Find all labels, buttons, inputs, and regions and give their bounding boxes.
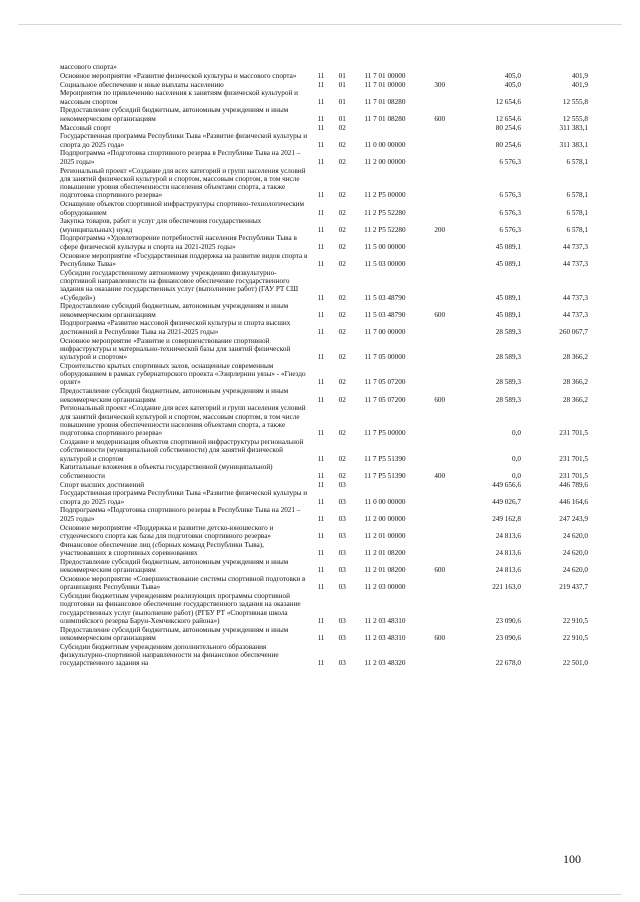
amount-year1-cell: 45 089,1 (495, 259, 521, 268)
subsection-code-cell: 03 (338, 514, 346, 523)
table-row (60, 541, 588, 558)
target-article-cell: 11 0 00 00000 (364, 140, 406, 149)
amount-year1-cell: 405,0 (504, 80, 521, 89)
amount-year2-cell: 44 737,3 (562, 242, 588, 251)
subsection-code-cell: 02 (338, 471, 346, 480)
row-name-cell: Подпрограмма «Подготовка спортивного резерва в Республике Тыва на 2021 – 2025 годы» (60, 149, 301, 166)
budget-table-body (60, 63, 588, 668)
target-article-cell: 11 5 03 00000 (364, 259, 406, 268)
target-article-cell: 11 2 01 08200 (364, 548, 406, 557)
section-code-cell: 11 (317, 531, 325, 540)
amount-year1-cell: 80 254,6 (495, 140, 521, 149)
target-article-cell: 11 7 01 00000 (364, 71, 406, 80)
subsection-code-cell: 02 (338, 395, 346, 404)
amount-year2-cell: 24 620,0 (562, 566, 588, 575)
row-name-cell: Государственная программа Республики Тыва «Развитие физической культуры и спорта до 2025 года» (60, 132, 308, 149)
table-row (60, 387, 588, 404)
section-code-cell: 11 (317, 208, 325, 217)
expense-type-cell (417, 481, 462, 490)
expense-type-cell (417, 362, 462, 387)
subsection-code-cell: 02 (338, 259, 346, 268)
target-article-cell: 11 2 03 00000 (364, 583, 406, 592)
section-code-cell: 11 (317, 310, 325, 319)
amount-year2-cell: 6 578,1 (566, 157, 588, 166)
amount-year1-cell: 12 654,6 (495, 97, 521, 106)
amount-year2-cell (521, 63, 588, 72)
amount-year1-cell: 6 576,3 (499, 208, 521, 217)
target-article-cell (352, 63, 417, 72)
budget-table (60, 63, 588, 668)
amount-year2-cell: 446 164,6 (559, 497, 588, 506)
amount-year2-cell: 231 701,5 (559, 454, 588, 463)
expense-type-cell (417, 337, 462, 362)
target-article-cell: 11 7 05 07200 (364, 378, 406, 387)
expense-type-cell (417, 63, 462, 72)
subsection-code-cell: 01 (338, 71, 346, 80)
amount-year1-cell: 23 090,6 (495, 633, 521, 642)
subsection-code-cell: 02 (338, 140, 346, 149)
row-name-cell: Подпрограмма «Удовлетворение потребностей населения Республики Тыва в сфере физической культуры и спорта на 2021-2025 годы» (60, 234, 297, 251)
subsection-code-cell: 02 (338, 242, 346, 251)
amount-year2-cell: 446 789,6 (559, 480, 588, 489)
amount-year1-cell: 28 589,3 (495, 395, 521, 404)
section-code-cell: 11 (317, 659, 325, 668)
section-code-cell: 11 (317, 140, 325, 149)
amount-year1-cell: 24 813,6 (495, 531, 521, 540)
section-code-cell: 11 (317, 293, 325, 302)
subsection-code-cell: 01 (338, 114, 346, 123)
amount-year1-cell: 22 678,0 (495, 659, 521, 668)
amount-year1-cell: 0,0 (511, 471, 521, 480)
subsection-code-cell: 03 (338, 480, 346, 489)
row-name-cell: Закупка товаров, работ и услуг для обеспечения государственных (муниципальных) нужд (60, 217, 262, 234)
row-name-cell: Капитальные вложения в объекты государственной (муниципальной) собственности (60, 463, 273, 480)
row-name-cell: Создание и модернизация объектов спортивной инфраструктуры региональной собственности (муниципальной собственности) для занятий физической культурой и спортом (60, 438, 304, 463)
target-article-cell: 11 2 01 00000 (364, 531, 406, 540)
target-article-cell: 11 7 05 07200 (364, 395, 406, 404)
subsection-code-cell: 02 (338, 378, 346, 387)
amount-year1-cell: 45 089,1 (495, 242, 521, 251)
table-row (60, 234, 588, 251)
expense-type-cell (417, 541, 462, 558)
amount-year1-cell: 23 090,6 (495, 616, 521, 625)
amount-year1-cell: 0,0 (511, 429, 521, 438)
target-article-cell: 11 7 01 08280 (364, 114, 406, 123)
table-row (60, 337, 588, 362)
scan-artifact-line (18, 24, 622, 25)
row-name-cell: Региональный проект «Создание для всех категорий и групп населения условий для занятий физической культурой и спортом, массовым спортом, в том числе повышение уровня обеспеченности населения объектами спорта, а также подготовка спортивного резерва» (60, 166, 306, 200)
row-name-cell: Социальное обеспечение и иные выплаты населению (60, 80, 224, 89)
row-name-cell: Государственная программа Республики Тыва «Развитие физической культуры и спорта до 2025 года» (60, 489, 308, 506)
amount-year2-cell: 44 737,3 (562, 259, 588, 268)
amount-year2-cell: 24 620,0 (562, 548, 588, 557)
amount-year2-cell: 231 701,5 (559, 471, 588, 480)
table-row (60, 269, 588, 303)
amount-year1-cell: 24 813,6 (495, 566, 521, 575)
amount-year2-cell: 311 383,1 (559, 123, 588, 132)
amount-year2-cell: 311 383,1 (559, 140, 588, 149)
subsection-code-cell: 03 (338, 633, 346, 642)
subsection-code-cell: 03 (338, 548, 346, 557)
amount-year2-cell: 12 555,8 (562, 97, 588, 106)
target-article-cell: 11 2 03 48320 (364, 659, 406, 668)
subsection-code-cell: 02 (338, 310, 346, 319)
amount-year1-cell: 449 026,7 (492, 497, 521, 506)
row-name-cell: Мероприятия по привлечению населения к занятиям физической культурой и массовым спортом (60, 89, 298, 106)
table-row (60, 302, 588, 319)
table-row (60, 167, 588, 201)
subsection-code-cell: 02 (338, 353, 346, 362)
section-code-cell: 11 (317, 616, 325, 625)
expense-type-cell (417, 269, 462, 303)
table-row (60, 124, 588, 133)
target-article-cell: 11 7 05 00000 (364, 353, 406, 362)
section-code-cell: 11 (317, 242, 325, 251)
amount-year2-cell: 219 437,7 (559, 583, 588, 592)
target-article-cell: 11 2 P5 00000 (364, 191, 406, 200)
expense-type-cell: 300 (434, 80, 446, 89)
target-article-cell (352, 481, 417, 490)
section-code-cell (310, 63, 332, 72)
target-article-cell: 11 0 00 00000 (364, 497, 406, 506)
subsection-code-cell: 02 (338, 327, 346, 336)
expense-type-cell: 600 (434, 395, 446, 404)
amount-year2-cell: 12 555,8 (562, 114, 588, 123)
section-code-cell: 11 (317, 566, 325, 575)
section-code-cell: 11 (317, 480, 325, 489)
amount-year1-cell: 6 576,3 (499, 225, 521, 234)
section-code-cell: 11 (317, 97, 325, 106)
target-article-cell: 11 7 P5 51390 (364, 454, 406, 463)
amount-year1-cell: 249 162,8 (492, 514, 521, 523)
row-name-cell: Предоставление субсидий бюджетным, автономным учреждениям и иным некоммерческим организациям (60, 106, 289, 123)
subsection-code-cell: 03 (338, 531, 346, 540)
expense-type-cell (417, 404, 462, 438)
subsection-code-cell: 02 (338, 123, 346, 132)
subsection-code-cell: 01 (338, 80, 346, 89)
section-code-cell: 11 (317, 123, 325, 132)
section-code-cell: 11 (317, 429, 325, 438)
section-code-cell: 11 (317, 395, 325, 404)
row-name-cell: Подпрограмма «Подготовка спортивного резерва в Республике Тыва на 2021 – 2025 годы» (60, 506, 301, 523)
table-row (60, 132, 588, 149)
expense-type-cell (417, 234, 462, 251)
section-code-cell: 11 (317, 259, 325, 268)
row-name-cell: Основное мероприятие «Развитие и совершенствование спортивной инфраструктуры и материально-технической базы для занятий физической культурой и спортом» (60, 336, 291, 362)
table-row (60, 481, 588, 490)
subsection-code-cell: 03 (338, 659, 346, 668)
expense-type-cell (417, 489, 462, 506)
row-name-cell: Субсидии бюджетным учреждениям реализующих программы спортивной подготовки на финансовое обеспечение государственного задания на оказание государственных услуг (выполнение работ) (РГБУ РТ «Спортивная школа олимпийского резерва Барун-Хемчикского района») (60, 591, 301, 625)
target-article-cell: 11 7 P5 00000 (364, 429, 406, 438)
table-row (60, 81, 588, 90)
amount-year2-cell: 6 578,1 (566, 191, 588, 200)
row-name-cell: Финансовое обеспечение лиц (сборных команд Республики Тыва), участвовавших в спортивных соревнованиях (60, 540, 264, 557)
expense-type-cell: 400 (434, 471, 446, 480)
row-name-cell: Подпрограмма «Развитие массовой физической культуры и спорта высших достижений в Республике Тыва на 2021-2025 годы» (60, 319, 291, 336)
table-row (60, 524, 588, 541)
target-article-cell: 11 2 03 48310 (364, 633, 406, 642)
table-row (60, 319, 588, 336)
expense-type-cell (417, 438, 462, 463)
expense-type-cell (417, 252, 462, 269)
subsection-code-cell (332, 63, 352, 72)
subsection-code-cell: 03 (338, 616, 346, 625)
amount-year2-cell: 28 366,2 (562, 395, 588, 404)
table-row (60, 217, 588, 234)
expense-type-cell (417, 506, 462, 523)
target-article-cell: 11 7 01 00000 (364, 80, 406, 89)
section-code-cell: 11 (317, 327, 325, 336)
table-row (60, 506, 588, 523)
target-article-cell: 11 7 P5 51390 (364, 471, 406, 480)
amount-year2-cell: 22 501,0 (562, 659, 588, 668)
amount-year1-cell: 12 654,6 (495, 114, 521, 123)
row-name-cell: Предоставление субсидий бюджетным, автономным учреждениям и иным некоммерческим организациям (60, 625, 289, 642)
section-code-cell: 11 (317, 71, 325, 80)
row-name-cell: Оснащение объектов спортивной инфраструктуры спортивно-технологическим оборудованием (60, 200, 305, 217)
row-name-cell: Спорт высших достижений (60, 480, 145, 489)
table-row (60, 558, 588, 575)
table-row (60, 63, 588, 72)
amount-year2-cell: 24 620,0 (562, 531, 588, 540)
section-code-cell: 11 (317, 583, 325, 592)
subsection-code-cell: 03 (338, 583, 346, 592)
amount-year1-cell: 45 089,1 (495, 310, 521, 319)
section-code-cell: 11 (317, 80, 325, 89)
target-article-cell: 11 2 P5 52280 (364, 225, 406, 234)
amount-year1-cell: 449 656,6 (492, 480, 521, 489)
amount-year2-cell: 28 366,2 (562, 353, 588, 362)
expense-type-cell (417, 132, 462, 149)
table-row (60, 489, 588, 506)
section-code-cell: 11 (317, 191, 325, 200)
row-name-cell: Основное мероприятие «Развитие физической культуры и массового спорта» (60, 71, 297, 80)
subsection-code-cell: 02 (338, 191, 346, 200)
target-article-cell: 11 2 01 08200 (364, 566, 406, 575)
target-article-cell: 11 5 03 48790 (364, 293, 406, 302)
amount-year1-cell: 28 589,3 (495, 353, 521, 362)
subsection-code-cell: 01 (338, 97, 346, 106)
row-name-cell: Основное мероприятие «Совершенствование системы спортивной подготовки в организациях Республики Тыва» (60, 574, 306, 592)
row-name-cell: Предоставление субсидий бюджетным, автономным учреждениям и иным некоммерческим организациям (60, 302, 289, 319)
expense-type-cell: 200 (434, 225, 446, 234)
table-row (60, 438, 588, 463)
subsection-code-cell: 02 (338, 429, 346, 438)
scan-artifact-line (18, 894, 622, 895)
section-code-cell: 11 (317, 514, 325, 523)
amount-year1-cell: 80 254,6 (495, 123, 521, 132)
amount-year1-cell: 221 163,0 (492, 583, 521, 592)
table-row (60, 463, 588, 480)
row-name-cell: Основное мероприятие «Государственная поддержка на развитие видов спорта в Республике Тыва» (60, 251, 308, 268)
amount-year1-cell: 6 576,3 (499, 157, 521, 166)
row-name-cell: Массовый спорт (60, 123, 111, 132)
amount-year1-cell: 405,0 (504, 71, 521, 80)
amount-year1-cell: 6 576,3 (499, 191, 521, 200)
table-row (60, 592, 588, 626)
subsection-code-cell: 03 (338, 497, 346, 506)
amount-year2-cell: 247 243,9 (559, 514, 588, 523)
expense-type-cell: 600 (434, 310, 446, 319)
expense-type-cell (417, 319, 462, 336)
table-row (60, 72, 588, 81)
subsection-code-cell: 02 (338, 454, 346, 463)
expense-type-cell (417, 89, 462, 106)
amount-year2-cell: 22 910,5 (562, 633, 588, 642)
section-code-cell: 11 (317, 471, 325, 480)
table-row (60, 362, 588, 387)
subsection-code-cell: 02 (338, 293, 346, 302)
target-article-cell: 11 2 03 48310 (364, 616, 406, 625)
section-code-cell: 11 (317, 378, 325, 387)
amount-year2-cell: 28 366,2 (562, 378, 588, 387)
target-article-cell: 11 2 P5 52280 (364, 208, 406, 217)
subsection-code-cell: 02 (338, 225, 346, 234)
target-article-cell: 11 2 00 00000 (364, 514, 406, 523)
row-name-cell: массового спорта» (60, 63, 117, 71)
table-row (60, 200, 588, 217)
row-name-cell: Основное мероприятие «Поддержка и развитие детско-юношеского и студенческого спорта как базы для подготовки спортивного резерва» (60, 523, 274, 540)
section-code-cell: 11 (317, 353, 325, 362)
table-row (60, 106, 588, 123)
table-row (60, 252, 588, 269)
expense-type-cell (417, 643, 462, 668)
target-article-cell (352, 124, 417, 133)
row-name-cell: Предоставление субсидий бюджетным, автономным учреждениям и иным некоммерческим организациям (60, 387, 289, 404)
table-row (60, 626, 588, 643)
expense-type-cell (417, 524, 462, 541)
table-row (60, 404, 588, 438)
target-article-cell: 11 5 03 48790 (364, 310, 406, 319)
page-number: 100 (563, 852, 581, 866)
section-code-cell: 11 (317, 225, 325, 234)
section-code-cell: 11 (317, 497, 325, 506)
amount-year2-cell: 44 737,3 (562, 310, 588, 319)
expense-type-cell (417, 149, 462, 166)
amount-year1-cell: 0,0 (511, 454, 521, 463)
expense-type-cell (417, 167, 462, 201)
expense-type-cell (417, 124, 462, 133)
target-article-cell: 11 5 00 00000 (364, 242, 406, 251)
amount-year2-cell: 401,9 (571, 80, 588, 89)
amount-year2-cell: 6 578,1 (566, 208, 588, 217)
expense-type-cell: 600 (434, 114, 446, 123)
table-row (60, 89, 588, 106)
expense-type-cell (417, 575, 462, 592)
amount-year2-cell: 22 910,5 (562, 616, 588, 625)
expense-type-cell (417, 200, 462, 217)
amount-year1-cell: 28 589,3 (495, 378, 521, 387)
section-code-cell: 11 (317, 454, 325, 463)
subsection-code-cell: 02 (338, 208, 346, 217)
table-row (60, 575, 588, 592)
amount-year1-cell: 24 813,6 (495, 548, 521, 557)
row-name-cell: Субсидии государственному автономному учреждению физкультурно-спортивной направленности на финансовое обеспечение государственного задания на оказание государственных услуг (выполнение работ) (ГАУ РТ СШ «Субедей») (60, 268, 299, 302)
section-code-cell: 11 (317, 548, 325, 557)
table-row (60, 643, 588, 668)
expense-type-cell (417, 592, 462, 626)
amount-year2-cell: 231 701,5 (559, 429, 588, 438)
amount-year2-cell: 6 578,1 (566, 225, 588, 234)
subsection-code-cell: 03 (338, 566, 346, 575)
amount-year2-cell: 260 067,7 (559, 327, 588, 336)
amount-year1-cell: 45 089,1 (495, 293, 521, 302)
row-name-cell: Региональный проект «Создание для всех категорий и групп населения условий для занятий физической культурой и спортом, массовым спортом, в том числе повышение уровня обеспеченности населения объектами спорта, а также подготовка спортивного резерва» (60, 404, 306, 438)
expense-type-cell (417, 72, 462, 81)
section-code-cell: 11 (317, 633, 325, 642)
section-code-cell: 11 (317, 157, 325, 166)
row-name-cell: Строительство крытых спортивных залов, оснащенные современным оборудованием в рамках губернаторского проекта «Эзирлернин уязы» - «Гнездо орлят» (60, 361, 306, 387)
target-article-cell: 11 7 01 08280 (364, 97, 406, 106)
amount-year2-cell: 401,9 (571, 71, 588, 80)
row-name-cell: Субсидии бюджетным учреждениям дополнительного образования физкультурно-спортивной направленности на финансовое обеспечение государственного задания на (60, 642, 279, 668)
target-article-cell: 11 7 00 00000 (364, 327, 406, 336)
subsection-code-cell: 02 (338, 157, 346, 166)
target-article-cell: 11 2 00 00000 (364, 157, 406, 166)
expense-type-cell: 600 (434, 566, 446, 575)
amount-year1-cell: 28 589,3 (495, 327, 521, 336)
table-row (60, 149, 588, 166)
expense-type-cell: 600 (434, 633, 446, 642)
amount-year1-cell (462, 63, 521, 72)
amount-year2-cell: 44 737,3 (562, 293, 588, 302)
section-code-cell: 11 (317, 114, 325, 123)
row-name-cell: Предоставление субсидий бюджетным, автономным учреждениям и иным некоммерческим организациям (60, 557, 289, 575)
